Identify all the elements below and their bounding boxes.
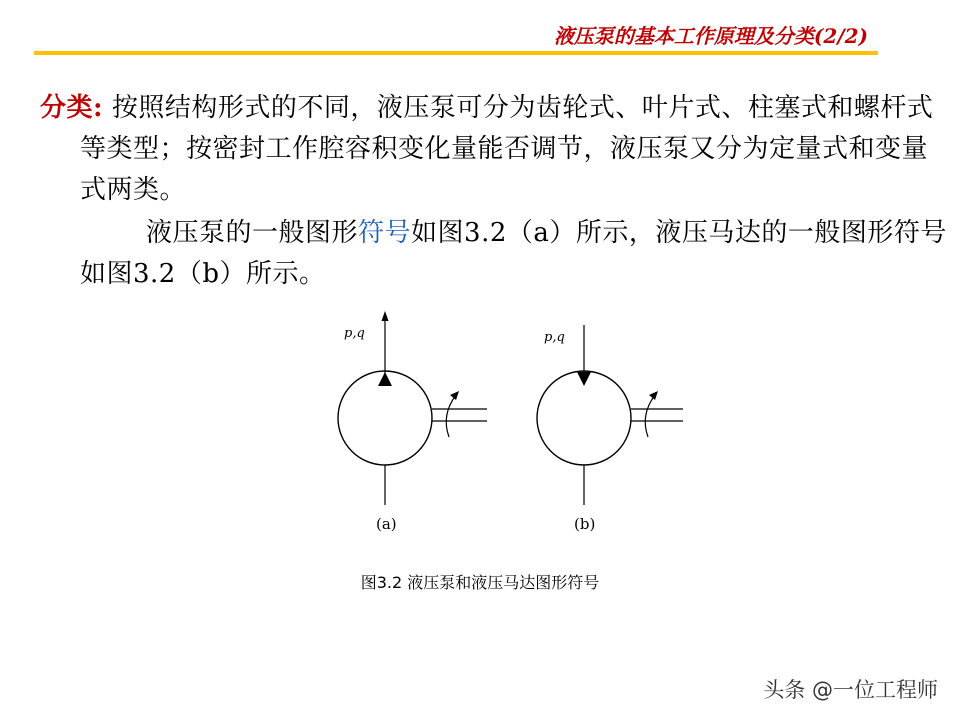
symbol-highlight: 符号 [358,218,412,248]
slide-title: 液压泵的基本工作原理及分类(2/2) [553,24,868,48]
motor-symbol [537,325,683,533]
symbol-text-after: 如图3.2（a）所示，液压马达的一般图形符号如图3.2（b）所示。 [80,218,947,289]
pump-flow-label: p,q [344,326,365,341]
pump-rotation-arrow [450,391,459,400]
pump-rotation-arc [446,395,456,437]
pump-symbol [338,311,487,533]
pump-flow-arrow [382,311,389,321]
figure-caption: 图3.2 液压泵和液压马达图形符号 [360,573,600,592]
pump-triangle [378,372,392,386]
header-divider [34,51,878,55]
motor-sublabel: (b) [574,515,596,533]
symbol-paragraph [40,213,950,295]
symbol-text-before: 液压泵的一般图形 [146,218,359,248]
classification-term: 分类: [40,93,104,123]
motor-rotation-arrow [649,391,658,400]
watermark: 头条 @一位工程师 [763,678,938,702]
classification-text: 按照结构形式的不同，液压泵可分为齿轮式、叶片式、柱塞式和螺杆式等类型；按密封工作腔容积变化量能否调节，液压泵又分为定量式和变量式两类。 [80,93,934,205]
motor-rotation-arc [645,395,655,437]
classification-paragraph [40,88,950,211]
motor-flow-label: p,q [544,330,565,345]
pump-sublabel: (a) [376,515,397,533]
motor-triangle [577,372,591,386]
figure-3-2 [330,305,700,545]
symbols-diagram [330,305,700,545]
